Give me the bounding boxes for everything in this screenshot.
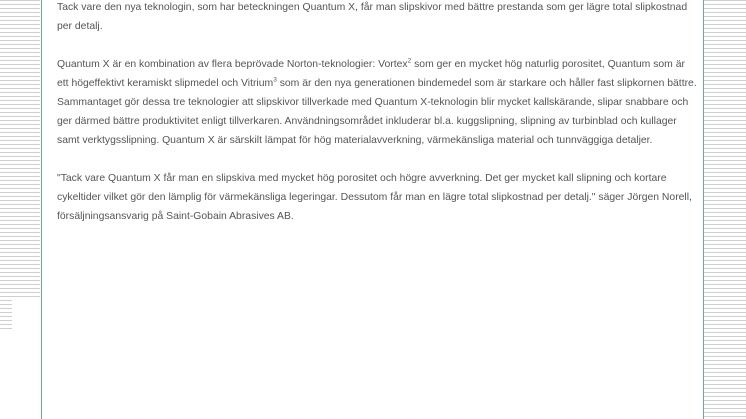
left-decorative-stripes — [0, 0, 40, 419]
left-decorative-stripes-tail — [0, 300, 12, 330]
article-paragraph-1: Tack vare den nya teknologin, som har beteckningen Quantum X, får man slipskivor med bättre prestanda som ger lägre total slipkostnad per detalj. — [57, 2, 688, 32]
article-paragraph-3: "Tack vare Quantum X får man en slipskiva med mycket hög porositet och högre avverkning. Det ger mycket kall slipning och kortare cykeltider vilket gör den lämplig för värmekänsliga legeringar. Dessutom får man en lägre total slipkostnad per detalj." säger Jörgen Norell, försäljningsansvarig på Saint-Gobain Abrasives AB. — [57, 173, 692, 222]
left-border-line — [41, 0, 42, 419]
paragraph-2-text-1: Quantum X är en kombination av flera beprövade Norton-teknologier: Vortex — [57, 59, 408, 70]
article-body — [57, 0, 697, 245]
footnote-marker-3: 3 — [273, 76, 277, 84]
paragraph-2-text-3: som är den nya generationen bindemedel som är starkare och håller fast slipkornen bättre. Sammantaget gör dessa tre teknologier att slipskivor tillverkade med Quantum X-teknologin blir mycket kallskärande, slipar snabbare och ger därmed bättre produktivitet enligt tillverkaren. Användningsområdet inkluderar bl.a. kuggslipning, slipning av turbinblad och kullager samt verktygsslipning. Quantum X är särskilt lämpat för hög materialavverkning, värmekänsliga material och tunnväggiga detaljer. — [57, 78, 697, 146]
paragraph-2-text-2: som ger en mycket hög naturlig porositet, Quantum som är ett högeffektivt keramiskt slipmedel och Vitrium — [57, 59, 685, 89]
right-decorative-stripes — [704, 0, 746, 419]
footnote-marker-2: 2 — [407, 57, 412, 65]
article-paragraph-2 — [57, 55, 697, 150]
